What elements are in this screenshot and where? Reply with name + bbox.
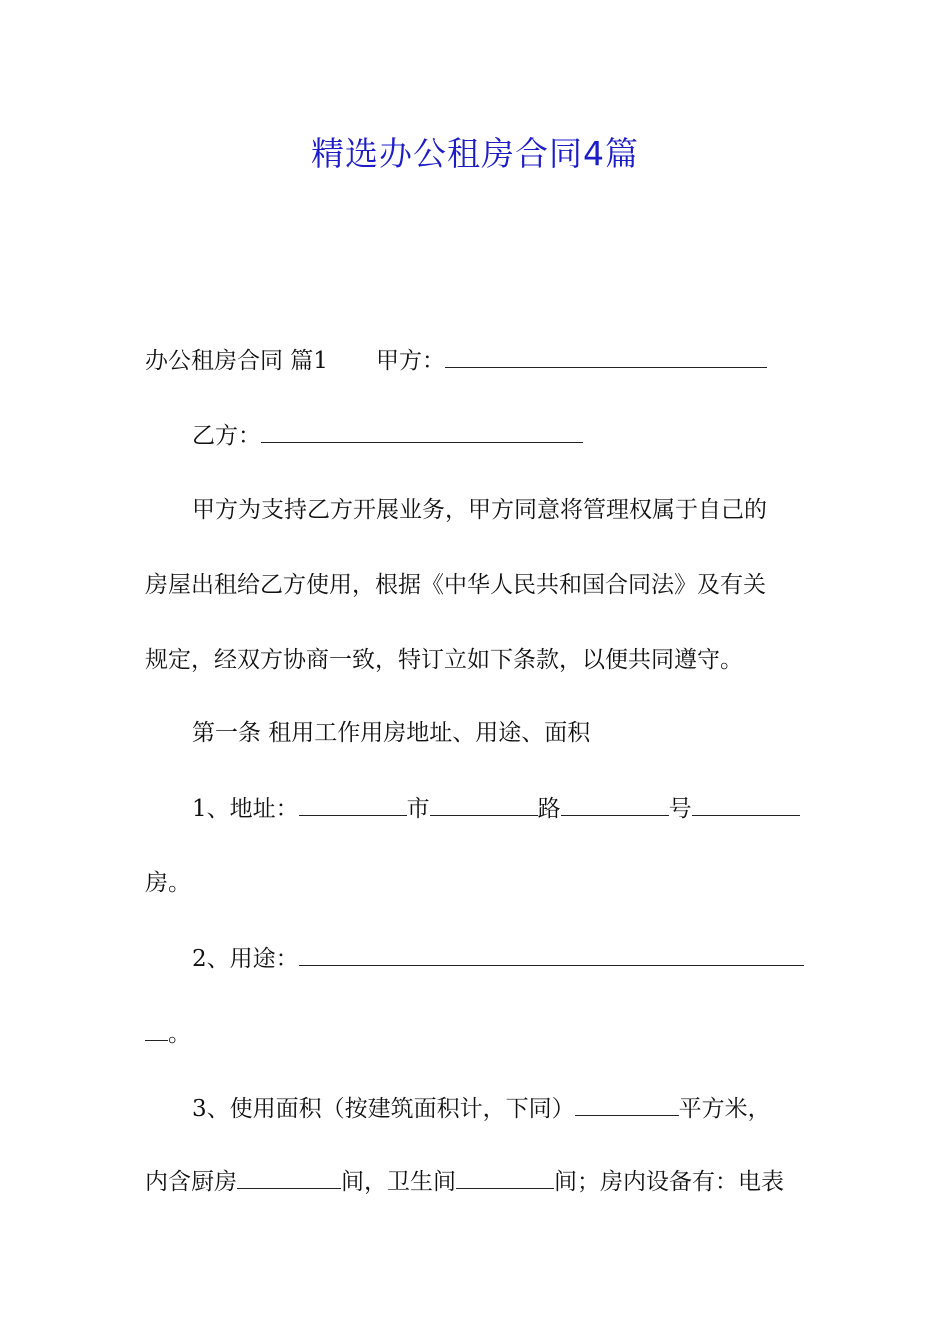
city-blank bbox=[299, 793, 407, 816]
area-text: 3、使用面积（按建筑面积计，下同） bbox=[192, 1096, 575, 1122]
road-label: 路 bbox=[537, 796, 561, 822]
article-heading: 第一条 租用工作用房地址、用途、面积 bbox=[192, 720, 591, 746]
address-line-end: 房。 bbox=[145, 870, 191, 896]
contract-heading-line bbox=[145, 345, 767, 376]
bathroom-label: 间，卫生间 bbox=[341, 1169, 456, 1195]
usage-line bbox=[192, 943, 804, 974]
road-blank bbox=[430, 793, 538, 816]
document-title: 精选办公租房合同4篇 bbox=[311, 134, 639, 173]
usage-line-end bbox=[145, 1018, 191, 1049]
kitchen-blank bbox=[237, 1166, 341, 1189]
equipment-label: 间；房内设备有：电表 bbox=[554, 1169, 784, 1195]
usage-blank bbox=[299, 943, 804, 966]
party-b-line bbox=[192, 420, 583, 451]
party-b-label: 乙方： bbox=[192, 423, 261, 449]
usage-label: 2、用途： bbox=[192, 946, 299, 972]
area-line-2 bbox=[145, 1166, 784, 1197]
number-blank bbox=[561, 793, 669, 816]
usage-blank-cont bbox=[145, 1018, 168, 1041]
party-a-label: 甲方： bbox=[375, 348, 445, 374]
party-a-blank bbox=[445, 345, 767, 368]
area-line bbox=[192, 1093, 771, 1124]
party-b-blank bbox=[261, 420, 583, 443]
paragraph-line: 甲方为支持乙方开展业务，甲方同意将管理权属于自己的 bbox=[192, 497, 767, 523]
bathroom-blank bbox=[456, 1166, 554, 1189]
address-line bbox=[192, 793, 800, 824]
address-label: 1、地址： bbox=[192, 796, 299, 822]
usage-end: 。 bbox=[168, 1021, 191, 1047]
kitchen-label: 内含厨房 bbox=[145, 1169, 237, 1195]
paragraph-line: 规定，经双方协商一致，特订立如下条款，以便共同遵守。 bbox=[145, 647, 743, 673]
city-label: 市 bbox=[406, 796, 430, 822]
area-blank bbox=[575, 1093, 679, 1116]
room-blank bbox=[692, 793, 800, 816]
paragraph-line: 房屋出租给乙方使用，根据《中华人民共和国合同法》及有关 bbox=[145, 572, 766, 598]
contract-heading: 办公租房合同 篇1 bbox=[145, 348, 328, 374]
number-label: 号 bbox=[668, 796, 692, 822]
area-unit: 平方米， bbox=[678, 1096, 771, 1122]
